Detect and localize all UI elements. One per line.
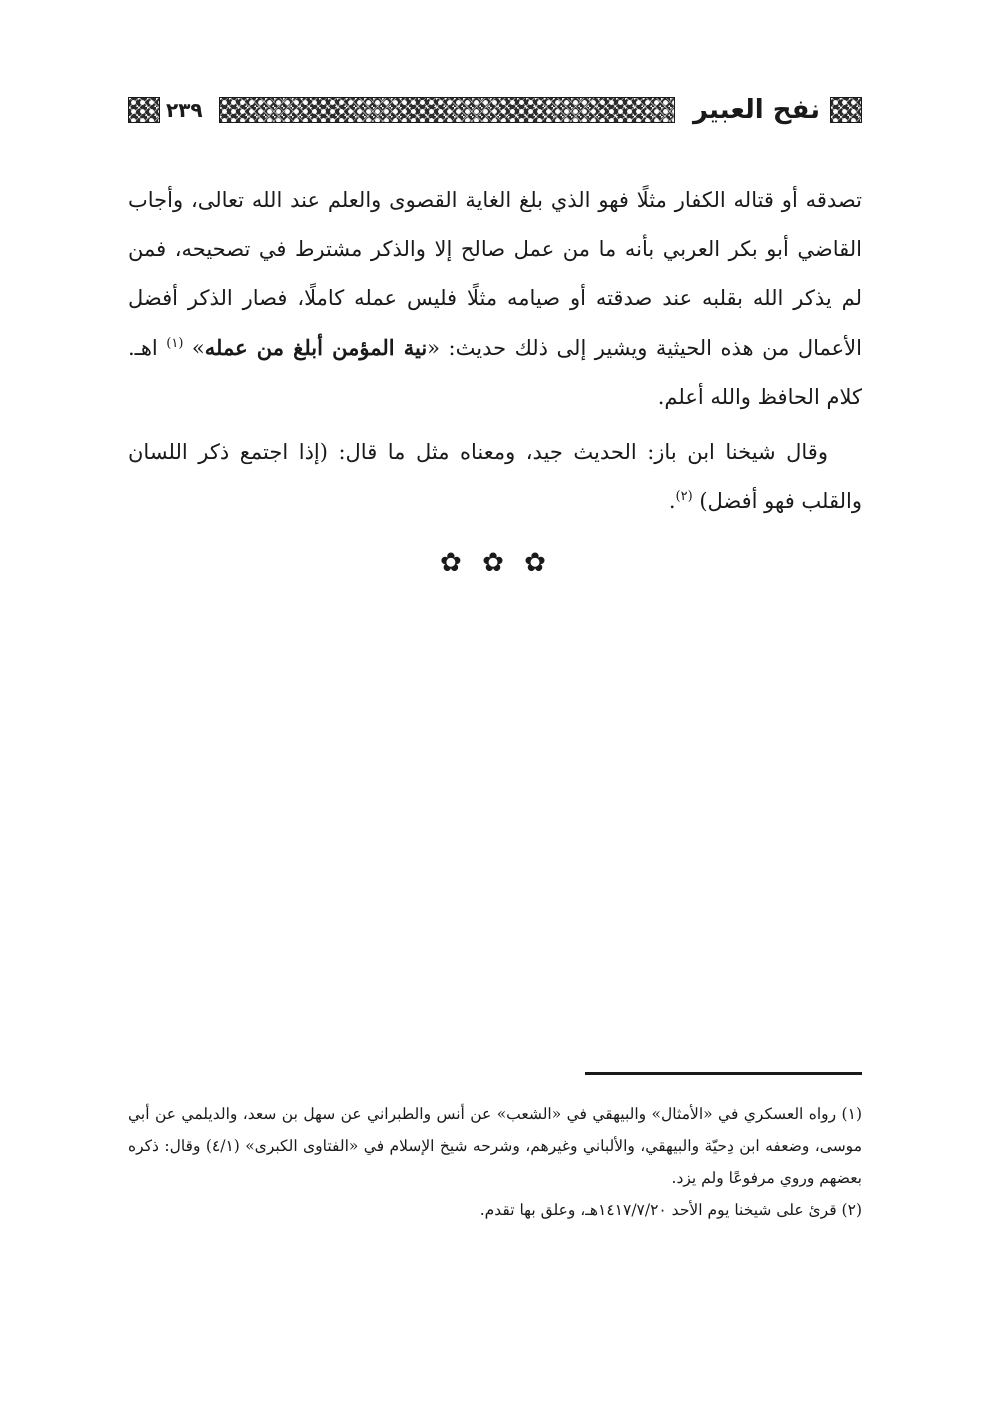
hadith-quote: نية المؤمن أبلغ من عمله <box>204 335 428 360</box>
quote-close: » <box>191 336 205 360</box>
paragraph-2-end: . <box>668 489 676 513</box>
running-header <box>128 92 862 128</box>
paragraph-1-end: اهـ. كلام الحافظ والله أعلم. <box>128 336 862 409</box>
footnote-1: (١) رواه العسكري في «الأمثال» والبيهقي في «الشعب» عن أنس والطبراني عن سهل بن سعد، والديلمي عن أبي موسى، وضعفه ابن دِحيّة والبيهقي، والألباني وغيرهم، وشرحه شيخ الإسلام في «الفتاوى الكبرى» (٤/١) وقال: ذكره بعضهم وروي مرفوعًا ولم يزد. <box>128 1105 862 1187</box>
page-number: ٢٣٩ <box>166 98 203 122</box>
paragraph-1 <box>128 176 862 422</box>
header-ornament-right <box>830 97 862 123</box>
footnote-2: (٢) قرئ على شيخنا يوم الأحد ١٤١٧/٧/٢٠هـ، وعلق بها تقدم. <box>479 1201 862 1219</box>
main-text <box>128 176 862 526</box>
footnote-rule <box>585 1072 862 1075</box>
footnote-ref-2[interactable]: (٢) <box>675 489 693 504</box>
footnote-ref-1[interactable]: (١) <box>166 336 184 351</box>
paragraph-2 <box>128 428 862 526</box>
book-title: نفح العبير <box>692 95 820 125</box>
section-separator-ornament: ✿ ✿ ✿ <box>440 548 552 578</box>
footnotes <box>128 1098 862 1226</box>
header-ornament-left <box>128 97 160 123</box>
paragraph-1-text: تصدقه أو قتاله الكفار مثلًا فهو الذي بلغ الغاية القصوى والعلم عند الله تعالى، وأجاب القاضي أبو بكر العربي بأنه ما من عمل صالح إلا والذكر مشترط في تصحيحه، فمن لم يذكر الله بقلبه عند صدقته أو صيامه مثلًا فليس عمله كاملًا، فصار الذكر أفضل الأعمال من هذه الحيثية ويشير إلى ذلك حديث: « <box>128 188 862 360</box>
header-ornament-band <box>219 97 675 123</box>
paragraph-2-text: وقال شيخنا ابن باز: الحديث جيد، ومعناه مثل ما قال: (إذا اجتمع ذكر اللسان والقلب فهو أفضل) <box>128 440 862 513</box>
